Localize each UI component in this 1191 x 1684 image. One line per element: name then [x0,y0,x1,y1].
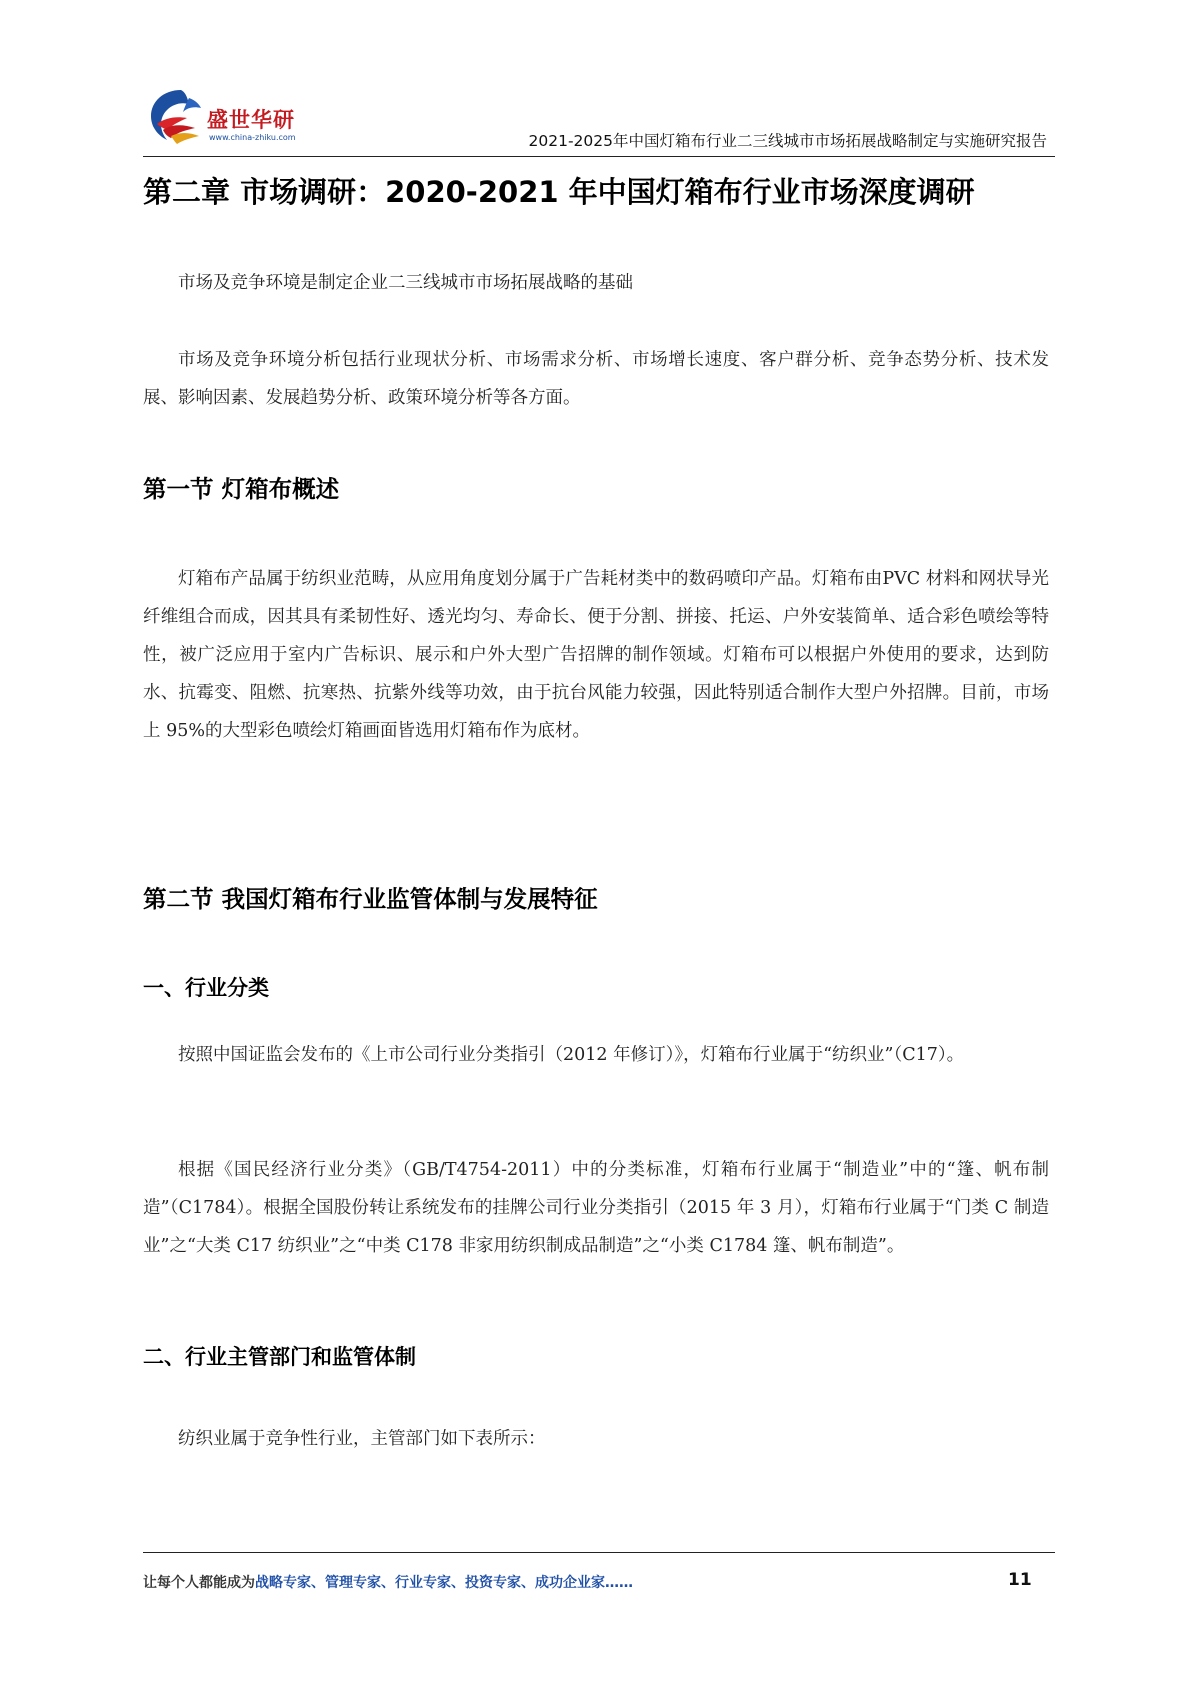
intro-paragraph-1: 市场及竞争环境是制定企业二三线城市市场拓展战略的基础 [178,273,633,293]
subsection-classification-title: 一、行业分类 [143,976,269,1000]
intro-paragraph-2: 市场及竞争环境分析包括行业现状分析、市场需求分析、市场增长速度、客户群分析、竞争态势分析、技术发展、影响因素、发展趋势分析、政策环境分析等各方面。 [143,350,1049,408]
logo-name: 盛世华研 [207,108,295,132]
slogan-roles: 战略专家、管理专家、行业专家、投资专家、成功企业家…… [255,1575,633,1591]
section-1-title: 第一节 灯箱布概述 [143,475,340,503]
logo-url: www.china-zhiku.com [209,133,296,142]
section-2-title: 第二节 我国灯箱布行业监管体制与发展特征 [143,885,598,913]
company-logo [143,84,313,146]
section-1-paragraph: 灯箱布产品属于纺织业范畴，从应用角度划分属于广告耗材类中的数码喷印产品。灯箱布由PVC 材料和网状导光纤维组合而成，因其具有柔韧性好、透光均匀、寿命长、便于分割、拼接、托运、户外安装简单、适合彩色喷绘等特性，被广泛应用于室内广告标识、展示和户外大型广告招牌的制作领域。灯箱布可以根据户外使用的要求，达到防水、抗霉变、阻燃、抗寒热、抗紫外线等功效，由于抗台风能力较强，因此特别适合制作大型户外招牌。目前，市场上 95%的大型彩色喷绘灯箱画面皆选用灯箱布作为底材。 [143,569,1049,741]
footer-divider [143,1552,1055,1553]
chapter-title: 第二章 市场调研：2020-2021 年中国灯箱布行业市场深度调研 [143,175,975,209]
logo-emblem-icon [143,84,207,146]
classification-paragraph-2: 根据《国民经济行业分类》（GB/T4754-2011）中的分类标准，灯箱布行业属于“制造业”中的“篷、帆布制造”（C1784）。根据全国股份转让系统发布的挂牌公司行业分类指引（2015 年 3 月），灯箱布行业属于“门类 C 制造业”之“大类 C17 纺织业”之“中类 C178 非家用纺织制成品制造”之“小类 C1784 篷、帆布制造”。 [143,1160,1049,1256]
report-title: 2021-2025年中国灯箱布行业二三线城市市场拓展战略制定与实施研究报告 [528,132,1047,150]
page-header [143,80,1055,158]
regulation-paragraph: 纺织业属于竞争性行业，主管部门如下表所示： [178,1429,546,1449]
classification-paragraph-1: 按照中国证监会发布的《上市公司行业分类指引（2012 年修订）》，灯箱布行业属于“纺织业”（C17）。 [178,1045,965,1065]
page-number: 11 [1008,1570,1032,1590]
subsection-regulation-title: 二、行业主管部门和监管体制 [143,1345,416,1369]
header-divider [143,156,1055,157]
footer-slogan [143,1572,633,1592]
slogan-lead: 让每个人都能成为 [143,1575,255,1591]
